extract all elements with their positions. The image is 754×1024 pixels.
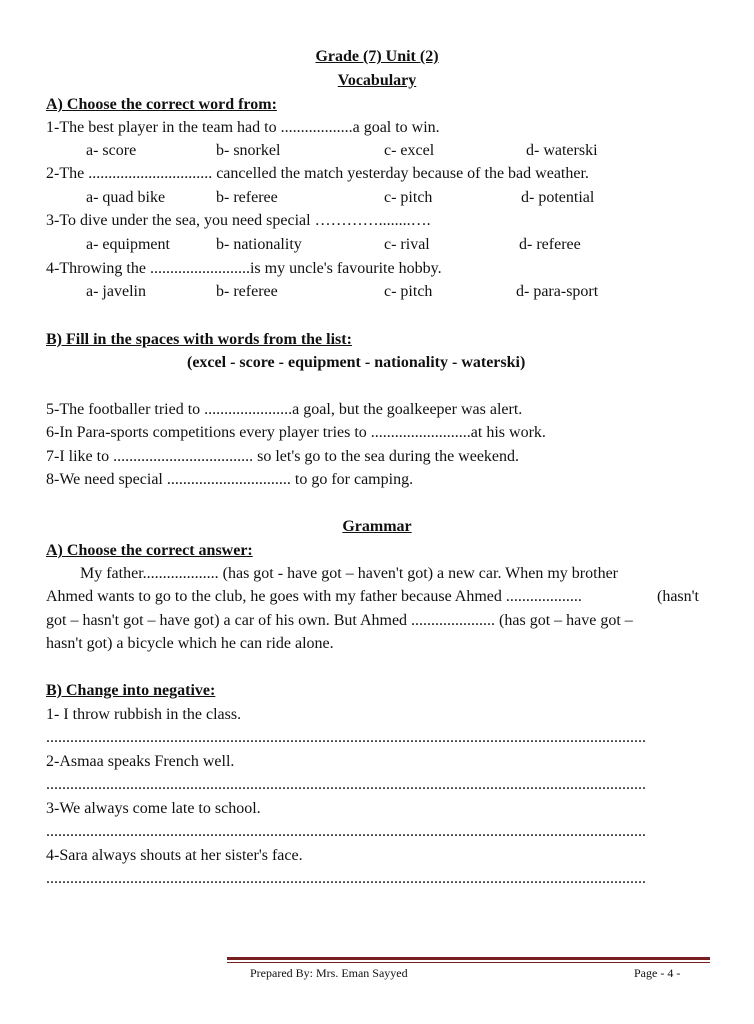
option-a: a- javelin (86, 283, 146, 300)
option-d: d- potential (521, 189, 595, 206)
grammar-b-heading: B) Change into negative: (46, 682, 216, 699)
fill-in-sentence: 7-I like to ................................... so let's go to the sea during the weekend. (46, 448, 520, 465)
answer-line: ...................................................................................................................................................... (46, 870, 646, 887)
paragraph-line: Ahmed wants to go to the club, he goes with my father because Ahmed ................... (46, 588, 582, 605)
vocab-b-heading: B) Fill in the spaces with words from the list: (46, 331, 352, 348)
fill-in-sentence: 5-The footballer tried to ......................a goal, but the goalkeeper was alert. (46, 401, 523, 418)
page-title: Grade (7) Unit (2) (315, 48, 439, 65)
footer-rule (227, 957, 710, 960)
option-d: d- para-sport (516, 283, 599, 300)
question-stem: 1-The best player in the team had to ..................a goal to win. (46, 119, 440, 136)
prepared-by: Prepared By: Mrs. Eman Sayyed (250, 966, 408, 980)
paragraph-line: got – hasn't got – have got) a car of his own. But Ahmed ..................... (has got – have got – (46, 612, 633, 629)
page-number: Page - 4 - (634, 966, 681, 980)
footer-rule-thin (227, 962, 710, 963)
option-a: a- equipment (86, 236, 170, 253)
answer-line: ...................................................................................................................................................... (46, 823, 646, 840)
negative-item: 2-Asmaa speaks French well. (46, 753, 235, 770)
option-d: d- referee (519, 236, 581, 253)
answer-line: ...................................................................................................................................................... (46, 729, 646, 746)
question-stem: 2-The ............................... cancelled the match yesterday because of the bad weather. (46, 165, 589, 182)
word-list: (excel - score - equipment - nationality - waterski) (187, 354, 526, 371)
vocab-a-heading: A) Choose the correct word from: (46, 96, 277, 113)
paragraph-line: My father................... (has got - have got – haven't got) a new car. When my brother (80, 565, 618, 582)
option-b: b- referee (216, 189, 278, 206)
negative-item: 4-Sara always shouts at her sister's face. (46, 847, 303, 864)
option-b: b- referee (216, 283, 278, 300)
negative-item: 3-We always come late to school. (46, 800, 261, 817)
option-c: c- pitch (384, 189, 433, 206)
option-c: c- pitch (384, 283, 433, 300)
paragraph-line: (hasn't (657, 588, 699, 605)
question-stem: 4-Throwing the .........................is my uncle's favourite hobby. (46, 260, 442, 277)
question-stem: 3-To dive under the sea, you need special …………........…. (46, 212, 431, 229)
section-title-vocabulary: Vocabulary (337, 72, 417, 89)
option-a: a- quad bike (86, 189, 166, 206)
option-a: a- score (86, 142, 137, 159)
negative-item: 1- I throw rubbish in the class. (46, 706, 242, 723)
fill-in-sentence: 8-We need special ............................... to go for camping. (46, 471, 414, 488)
paragraph-line: hasn't got) a bicycle which he can ride alone. (46, 635, 334, 652)
section-title-grammar: Grammar (342, 518, 412, 535)
answer-line: ...................................................................................................................................................... (46, 776, 646, 793)
option-b: b- nationality (216, 236, 302, 253)
option-c: c- rival (384, 236, 430, 253)
option-d: d- waterski (526, 142, 598, 159)
option-c: c- excel (384, 142, 435, 159)
grammar-a-heading: A) Choose the correct answer: (46, 542, 253, 559)
option-b: b- snorkel (216, 142, 281, 159)
fill-in-sentence: 6-In Para-sports competitions every player tries to .........................at his work. (46, 424, 546, 441)
